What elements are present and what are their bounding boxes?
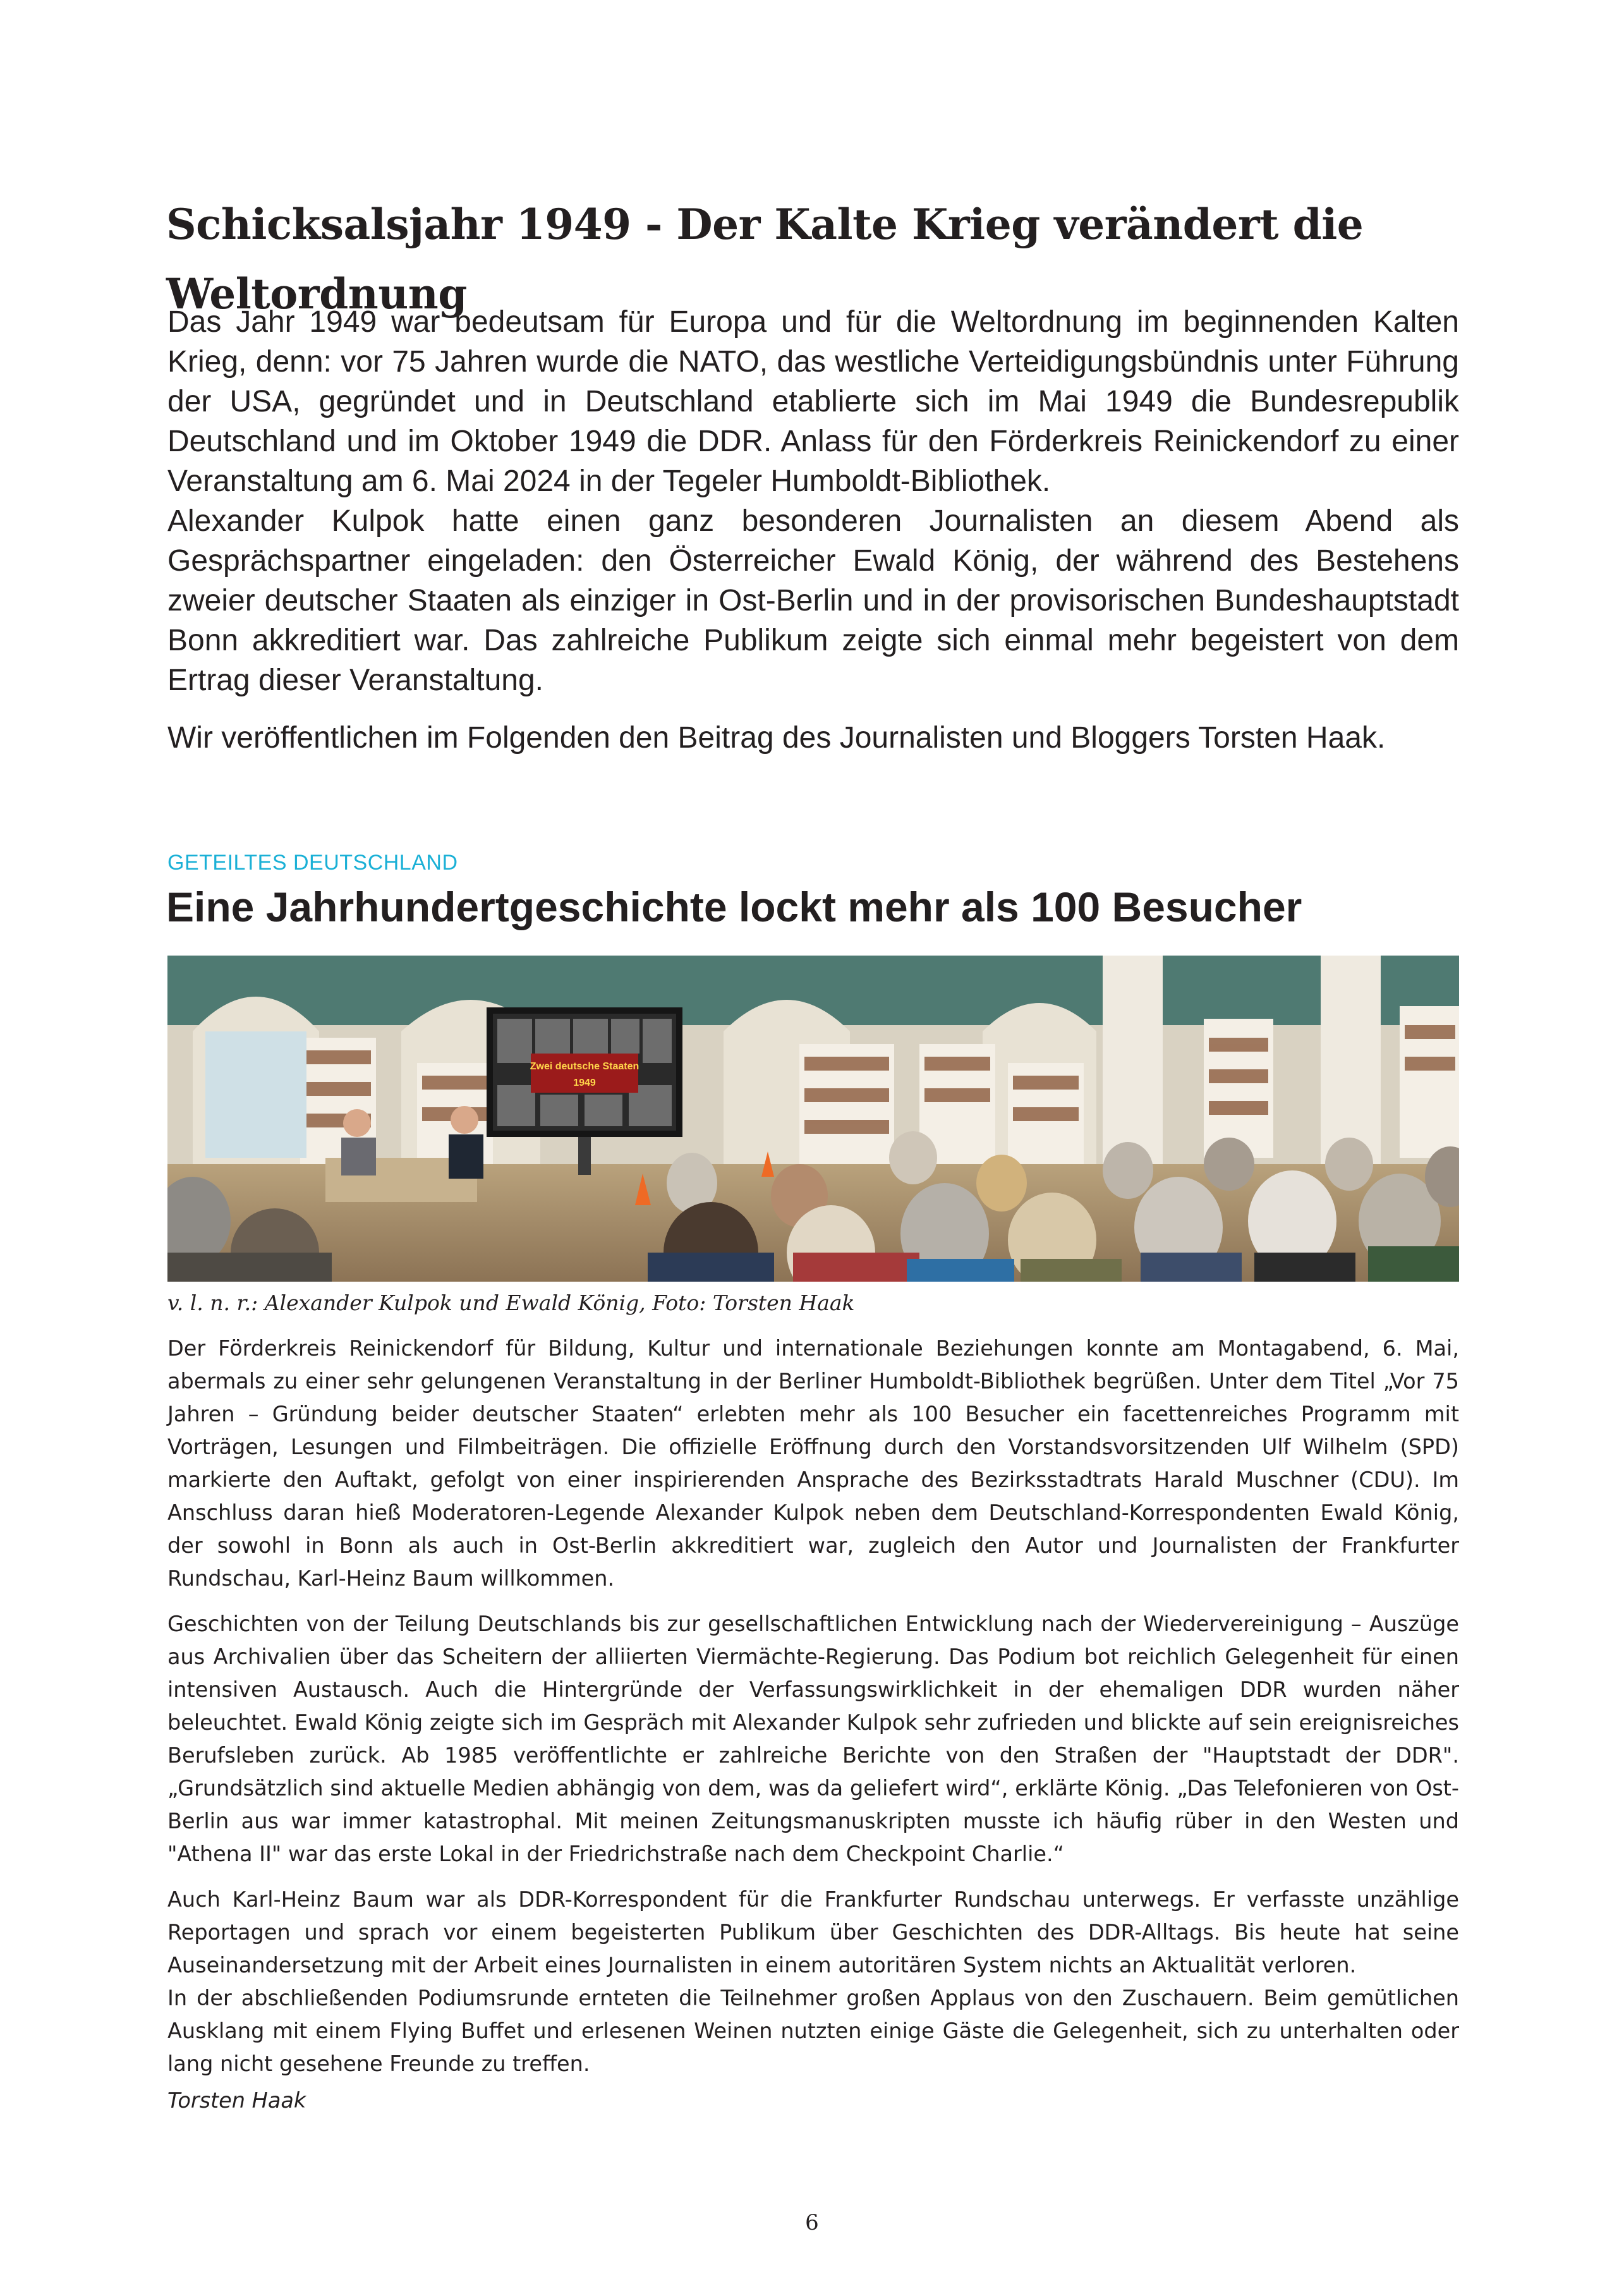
intro-paragraph: Das Jahr 1949 war bedeutsam für Europa und für die Weltordnung im beginnenden Kalten Krieg, denn: vor 75 Jahren wurde die NATO, das westliche Verteidigungsbündnis unter Führung der USA, gegründet und in Deutschland etablierte sich im Mai 1949 die Bundesrepublik Deutschland und im Oktober 1949 die DDR. Anlass für den Förderkreis Reinickendorf zu einer Veranstaltung am 6. Mai 2024 in der Tegeler Humboldt-Bibliothek. [167,305,1459,498]
article-headline: Eine Jahrhundertgeschichte lockt mehr als 100 Besucher [166,884,1302,930]
library-event-illustration [167,956,1459,1282]
photo-caption: v. l. n. r.: Alexander Kulpok und Ewald König, Foto: Torsten Haak [167,1291,855,1315]
article-body [167,1332,1459,2117]
intro-paragraph: Wir veröffentlichen im Folgenden den Beitrag des Journalisten und Bloggers Torsten Haak. [167,721,1386,755]
screen-year: 1949 [573,1078,596,1088]
article-paragraph: Geschichten von der Teilung Deutschlands bis zur gesellschaftlichen Entwicklung nach der Wiedervereinigung – Auszüge aus Archivalien über das Scheitern der alliierten Viermächte-Regierung. Das Podium bot reichlich Gelegenheit für einen intensiven Austausch. Auch die Hintergründe der Verfassungswirklichkeit in der ehemaligen DDR wurden näher beleuchtet. Ewald König zeigte sich im Gespräch mit Alexander Kulpok sehr zufrieden und blickte auf sein ereignisreiches Berufsleben zurück. Ab 1985 veröffentlichte er zahlreiche Berichte von den Straßen der "Hauptstadt der DDR". „Grundsätzlich sind aktuelle Medien abhängig von dem, was da geliefert wird“, erklärte König. „Das Telefonieren von Ost-Berlin aus war immer katastrophal. Mit meinen Zeitungsmanuskripten musste ich häufig rüber in den Westen und "Athena II" war das erste Lokal in der Friedrichstraße nach dem Checkpoint Charlie.“ [167,1612,1459,1866]
screen-title: Zwei deutsche Staaten [530,1061,639,1072]
page-number: 6 [805,2210,819,2235]
article-paragraph: In der abschließenden Podiumsrunde ernteten die Teilnehmer großen Applaus von den Zuschauern. Beim gemütlichen Ausklang mit einem Flying Buffet und erlesenen Weinen nutzten einige Gäste die Gelegenheit, sich zu unterhalten oder lang nicht gesehene Freunde zu treffen. [167,1986,1459,2076]
intro-text [167,302,1459,758]
article-kicker: GETEILTES DEUTSCHLAND [167,851,458,875]
article-paragraph: Der Förderkreis Reinickendorf für Bildung, Kultur und internationale Beziehungen konnte am Montagabend, 6. Mai, abermals zu einer sehr gelungenen Veranstaltung in der Berliner Humboldt-Bibliothek begrüßen. Unter dem Titel „Vor 75 Jahren – Gründung beider deutscher Staaten“ erlebten mehr als 100 Besucher ein facettenreiches Programm mit Vorträgen, Lesungen und Filmbeiträgen. Die offizielle Eröffnung durch den Vorstandsvorsitzenden Ulf Wilhelm (SPD) markierte den Auftakt, gefolgt von einer inspirierenden Ansprache des Bezirksstadtrats Harald Muschner (CDU). Im Anschluss daran hieß Moderatoren-Legende Alexander Kulpok neben dem Deutschland-Korrespondenten Ewald König, der sowohl in Bonn als auch in Ost-Berlin akkreditiert war, zugleich den Autor und Journalisten der Frankfurter Rundschau, Karl-Heinz Baum willkommen. [167,1336,1459,1591]
page-title: Schicksalsjahr 1949 - Der Kalte Krieg verändert die Weltordnung [166,200,1364,319]
event-photo [167,956,1459,1282]
intro-paragraph: Alexander Kulpok hatte einen ganz besonderen Journalisten an diesem Abend als Gesprächspartner eingeladen: den Österreicher Ewald König, der während des Bestehens zweier deutscher Staaten als einziger in Ost-Berlin und in der provisorischen Bundeshauptstadt Bonn akkreditiert war. Das zahlreiche Publikum zeigte sich einmal mehr begeistert von dem Ertrag dieser Veranstaltung. [167,504,1459,697]
article-author: Torsten Haak [167,2088,306,2113]
article-paragraph: Auch Karl-Heinz Baum war als DDR-Korrespondent für die Frankfurter Rundschau unterwegs. Er verfasste unzählige Reportagen und sprach vor einem begeisterten Publikum über Geschichten des DDR-Alltags. Bis heute hat seine Auseinandersetzung mit der Arbeit eines Journalisten in einem autoritären System nichts an Aktualität verloren. [167,1887,1459,1977]
